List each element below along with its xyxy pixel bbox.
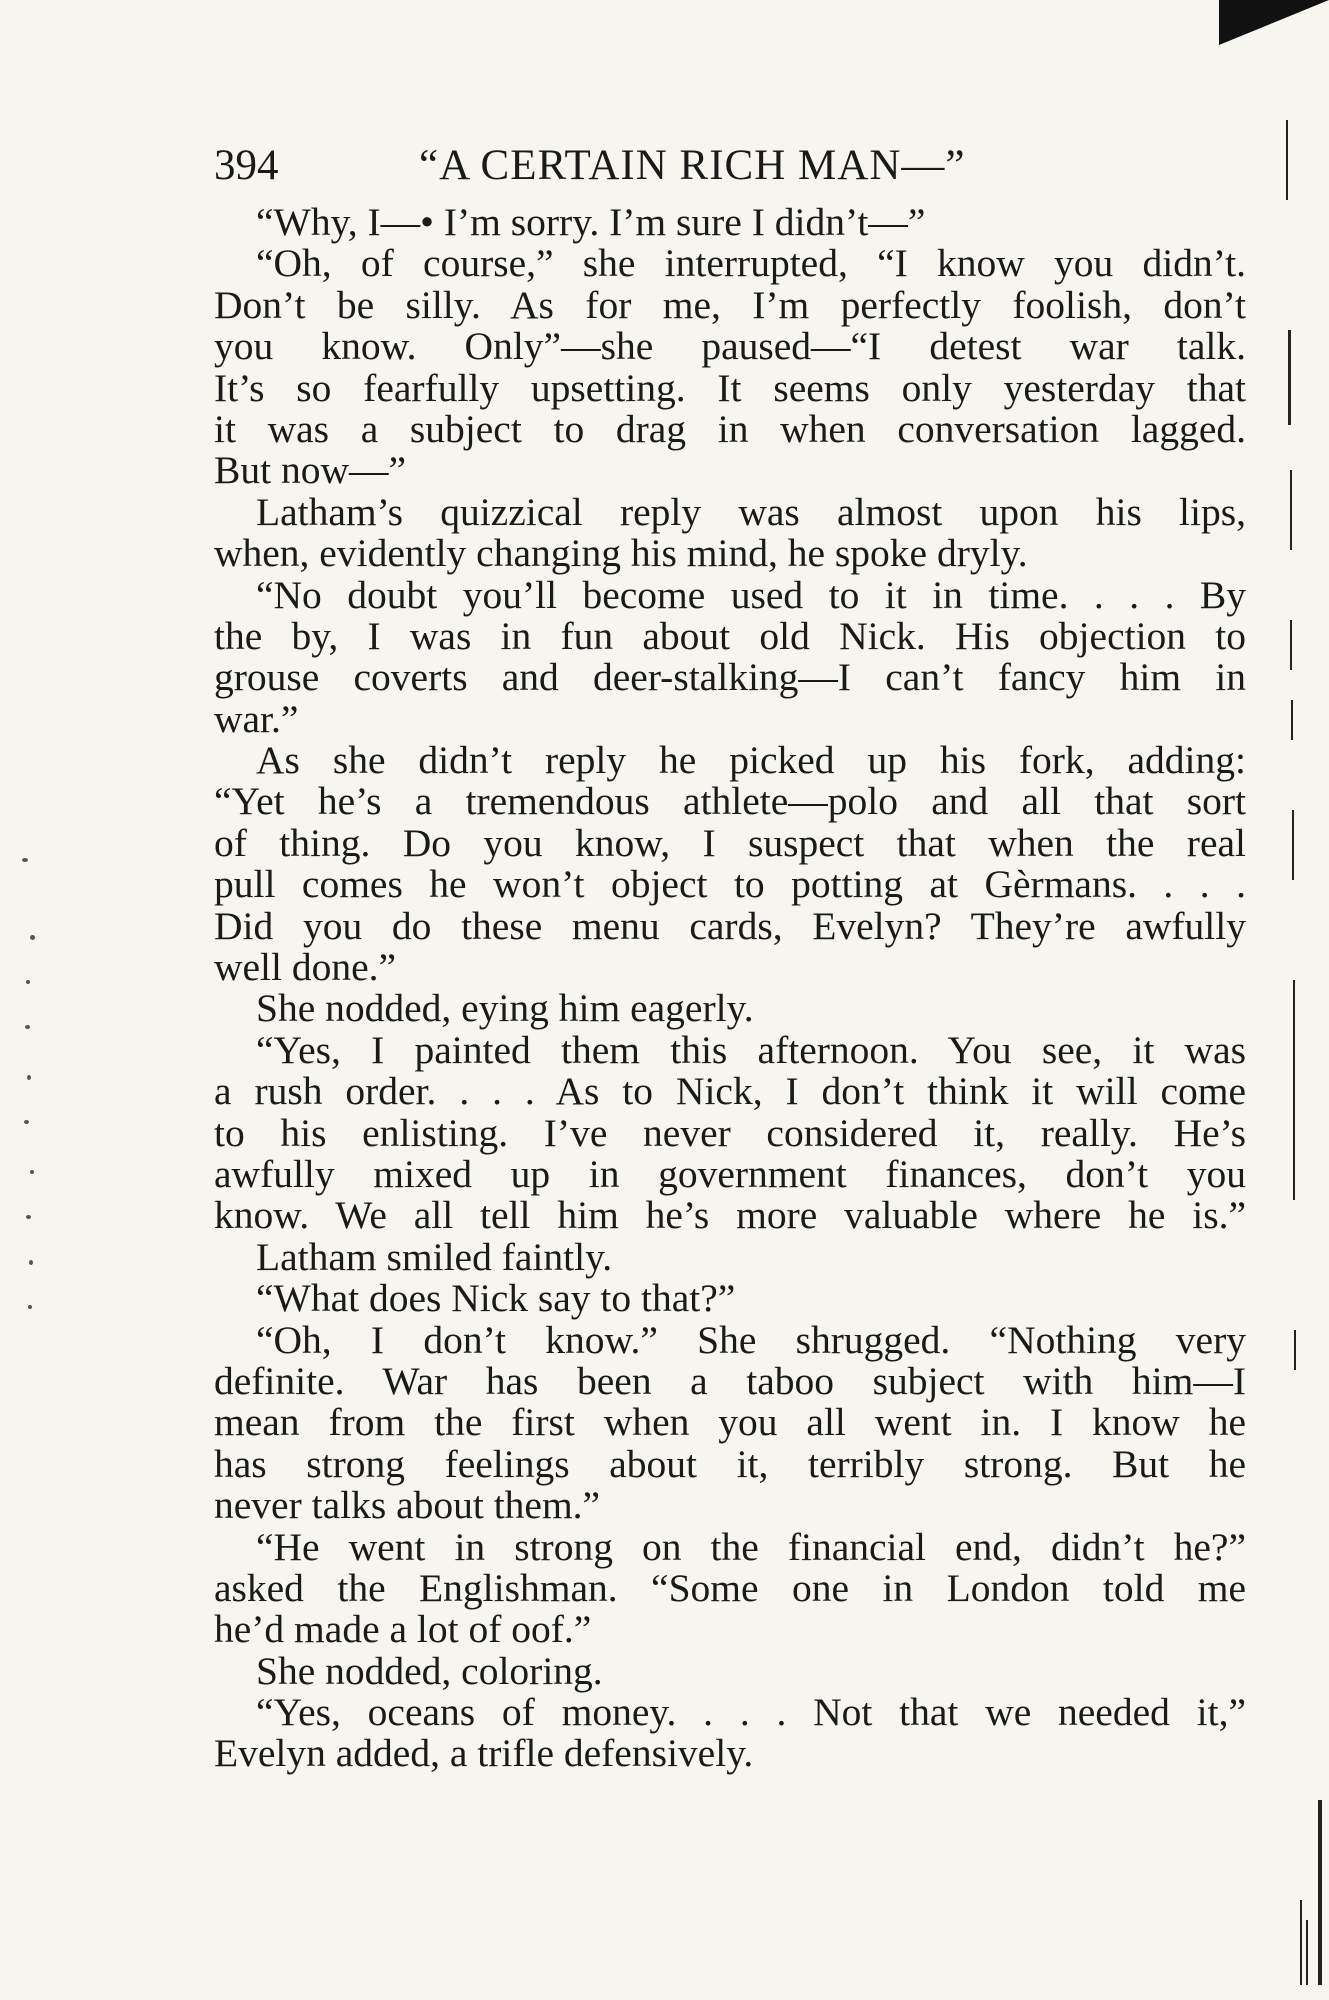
scan-speckle bbox=[22, 858, 28, 862]
text-line: She nodded, eying him eagerly. bbox=[256, 986, 754, 1031]
text-line: the by, I was in fun about old Nick. His objection to bbox=[214, 613, 1246, 658]
scan-edge-line bbox=[1291, 700, 1293, 740]
text-line: But now—” bbox=[214, 448, 407, 493]
text-line: when, evidently changing his mind, he spoke dryly. bbox=[214, 531, 1028, 576]
text-line: you know. Only”—she paused—“I detest war talk. bbox=[214, 324, 1246, 369]
corner-triangle-mark bbox=[1219, 0, 1329, 45]
text-line: “Yes, oceans of money. . . . Not that we needed it,” bbox=[256, 1690, 1246, 1735]
text-line: “Yet he’s a tremendous athlete—polo and all that sort bbox=[214, 779, 1246, 824]
scan-speckle bbox=[29, 1260, 33, 1265]
text-line: to his enlisting. I’ve never considered it, really. He’s bbox=[214, 1110, 1246, 1155]
page-number: 394 bbox=[214, 142, 279, 189]
text-line: awfully mixed up in government finances, don’t you bbox=[214, 1151, 1246, 1196]
text-line: As she didn’t reply he picked up his fork, adding: bbox=[256, 738, 1246, 783]
text-line: “Oh, I don’t know.” She shrugged. “Nothing very bbox=[256, 1317, 1246, 1362]
text-line: a rush order. . . . As to Nick, I don’t think it will come bbox=[214, 1069, 1246, 1114]
text-line: “Why, I—• I’m sorry. I’m sure I didn’t—” bbox=[256, 200, 926, 244]
scan-speckle bbox=[25, 1025, 30, 1029]
scan-edge-line bbox=[1294, 1330, 1296, 1370]
scan-edge-line bbox=[1288, 330, 1291, 425]
scan-speckle bbox=[26, 1215, 31, 1219]
scan-speckle bbox=[26, 980, 30, 984]
text-line: asked the Englishman. “Some one in London told me bbox=[214, 1565, 1246, 1610]
scan-speckle bbox=[30, 935, 35, 940]
text-line: he’d made a lot of oof.” bbox=[214, 1607, 592, 1652]
text-line: never talks about them.” bbox=[214, 1483, 601, 1528]
text-line: definite. War has been a taboo subject with him—I bbox=[214, 1358, 1246, 1403]
body-text bbox=[214, 202, 1246, 1775]
text-line: of thing. Do you know, I suspect that when the real bbox=[214, 820, 1246, 865]
text-line: Did you do these menu cards, Evelyn? They’re awfully bbox=[214, 903, 1246, 948]
scan-edge-line bbox=[1290, 470, 1292, 550]
scan-speckle bbox=[30, 1170, 34, 1174]
text-line: Latham’s quizzical reply was almost upon his lips, bbox=[256, 489, 1246, 534]
text-line: has strong feelings about it, terribly strong. But he bbox=[214, 1441, 1246, 1486]
text-line: “What does Nick say to that?” bbox=[256, 1276, 736, 1321]
text-line: Latham smiled faintly. bbox=[256, 1234, 613, 1279]
scan-edge-line bbox=[1293, 980, 1295, 1200]
text-line: “Yes, I painted them this afternoon. You see, it was bbox=[256, 1027, 1246, 1072]
scan-edge-line bbox=[1292, 810, 1294, 880]
text-line: “He went in strong on the financial end, didn’t he?” bbox=[256, 1524, 1246, 1569]
text-line: mean from the first when you all went in. I know he bbox=[214, 1400, 1246, 1445]
scan-edge-line bbox=[1318, 1800, 1322, 1985]
text-line: well done.” bbox=[214, 945, 397, 990]
scan-speckle bbox=[27, 1075, 31, 1080]
scan-edge-line bbox=[1286, 120, 1288, 200]
text-line: pull comes he won’t object to potting at Gèrmans. . . . bbox=[214, 862, 1246, 907]
text-line: war.” bbox=[214, 696, 299, 741]
text-line: It’s so fearfully upsetting. It seems only yesterday that bbox=[214, 365, 1246, 410]
scan-edge-line bbox=[1290, 620, 1292, 670]
text-line: Evelyn added, a trifle defensively. bbox=[214, 1731, 754, 1776]
text-line: “Oh, of course,” she interrupted, “I know you didn’t. bbox=[256, 241, 1246, 286]
running-title: “A CERTAIN RICH MAN—” bbox=[419, 142, 966, 189]
text-line: She nodded, coloring. bbox=[256, 1648, 603, 1693]
scan-edge-line bbox=[1306, 1920, 1308, 1985]
text-line: grouse coverts and deer-stalking—I can’t fancy him in bbox=[214, 655, 1246, 700]
text-line: Don’t be silly. As for me, I’m perfectly foolish, don’t bbox=[214, 282, 1246, 327]
text-line: “No doubt you’ll become used to it in time. . . . By bbox=[256, 572, 1246, 617]
scan-speckle bbox=[24, 1120, 29, 1124]
scan-edge-line bbox=[1300, 1900, 1302, 1985]
text-line: know. We all tell him he’s more valuable where he is.” bbox=[214, 1193, 1246, 1238]
page-header bbox=[214, 136, 1114, 196]
text-line: it was a subject to drag in when conversation lagged. bbox=[214, 406, 1246, 451]
scan-speckle bbox=[28, 1305, 32, 1309]
